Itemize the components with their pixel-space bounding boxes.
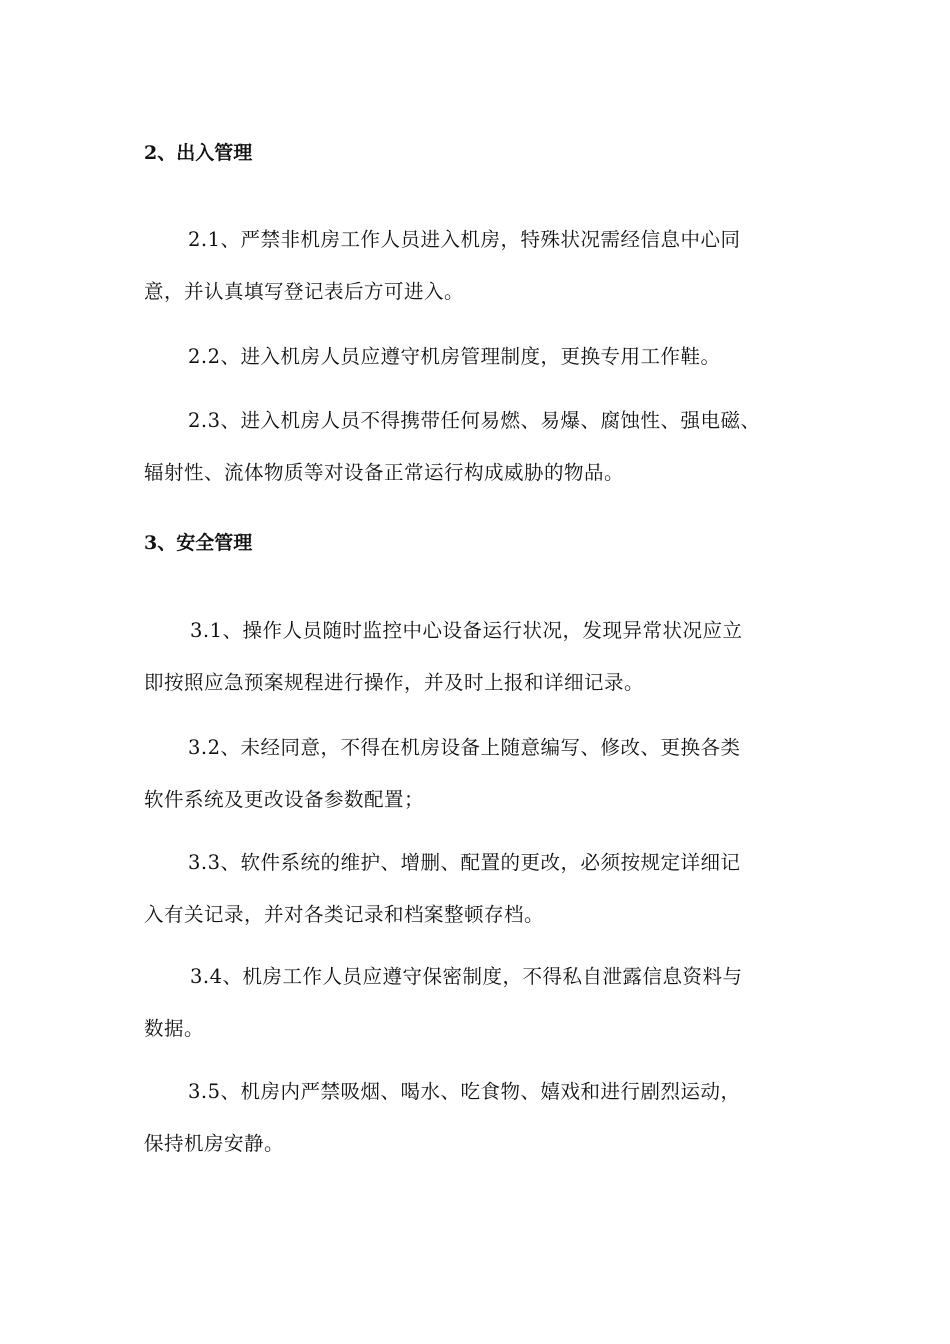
paragraph-line: 意，并认真填写登记表后方可进入。 (144, 280, 465, 303)
paragraph-line: 软件系统及更改设备参数配置； (144, 788, 425, 811)
paragraph-3-4 (144, 951, 824, 1055)
section-heading-access: 2、出入管理 (144, 142, 253, 164)
paragraph-2-1 (144, 214, 824, 318)
paragraph-line: 3.2、未经同意，不得在机房设备上随意编写、修改、更换各类 (188, 736, 741, 759)
paragraph-line: 辐射性、流体物质等对设备正常运行构成威胁的物品。 (144, 461, 625, 484)
paragraph-line: 3.5、机房内严禁吸烟、喝水、吃食物、嬉戏和进行剧烈运动， (188, 1080, 741, 1103)
section-heading-security: 3、安全管理 (144, 532, 253, 554)
paragraph-2-3 (144, 395, 824, 499)
paragraph-line: 3.1、操作人员随时监控中心设备运行状况，发现异常状况应立 (190, 619, 743, 642)
paragraph-line: 2.2、进入机房人员应遵守机房管理制度，更换专用工作鞋。 (188, 345, 721, 368)
paragraph-line: 入有关记录，并对各类记录和档案整顿存档。 (144, 903, 545, 926)
paragraph-line: 保持机房安静。 (144, 1132, 285, 1155)
paragraph-3-3 (144, 837, 824, 941)
paragraph-line: 数据。 (144, 1017, 205, 1040)
paragraph-line: 即按照应急预案规程进行操作，并及时上报和详细记录。 (144, 671, 645, 694)
paragraph-line: 3.3、软件系统的维护、增删、配置的更改，必须按规定详细记 (188, 851, 741, 874)
paragraph-3-1 (144, 605, 824, 709)
paragraph-line: 3.4、机房工作人员应遵守保密制度，不得私自泄露信息资料与 (190, 965, 743, 988)
paragraph-line: 2.1、严禁非机房工作人员进入机房，特殊状况需经信息中心同 (188, 228, 741, 251)
paragraph-3-2 (144, 722, 824, 826)
paragraph-3-5 (144, 1066, 824, 1170)
paragraph-2-2 (144, 331, 824, 383)
paragraph-line: 2.3、进入机房人员不得携带任何易燃、易爆、腐蚀性、强电磁、 (188, 409, 761, 432)
